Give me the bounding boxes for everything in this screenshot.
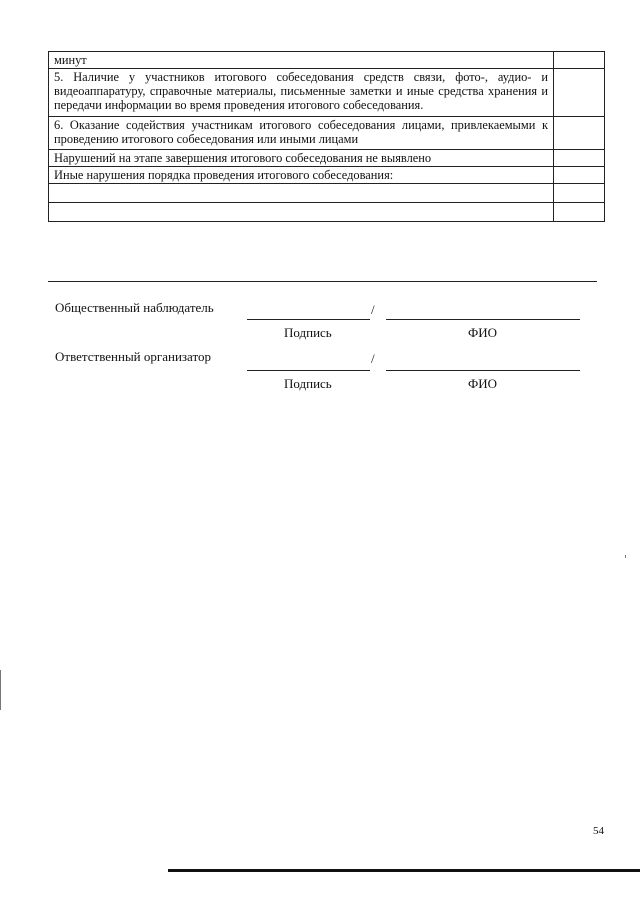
- section-divider: [48, 281, 597, 282]
- name-caption: ФИО: [468, 325, 498, 340]
- row-text: минут: [49, 52, 554, 69]
- table-row: [49, 150, 605, 167]
- table-row: [49, 203, 605, 222]
- separator-slash: /: [371, 302, 375, 317]
- violations-table: [48, 51, 605, 222]
- row-mark-cell[interactable]: [554, 52, 605, 69]
- observer-name-line[interactable]: [386, 319, 580, 320]
- observer-label: Общественный наблюдатель: [55, 300, 214, 315]
- observer-signature-line[interactable]: [247, 319, 370, 320]
- row-text: Нарушений на этапе завершения итогового собеседования не выявлено: [49, 150, 554, 167]
- page-number: 54: [593, 825, 604, 837]
- name-caption: ФИО: [468, 376, 498, 391]
- row-text: 5. Наличие у участников итогового собеседования средств связи, фото-, аудио- и видеоаппаратуру, справочные материалы, письменные заметки и иные средства хранения и передачи информации во время проведения итогового собеседования.: [49, 69, 554, 117]
- row-mark-cell[interactable]: [554, 203, 605, 222]
- row-text[interactable]: [49, 203, 554, 222]
- table-row: [49, 167, 605, 184]
- organizer-label: Ответственный организатор: [55, 349, 211, 364]
- row-text: 6. Оказание содействия участникам итогового собеседования лицами, привлекаемыми к проведению итогового собеседования или иными лицами: [49, 117, 554, 150]
- scan-mark: [0, 670, 1, 710]
- organizer-signature-line[interactable]: [247, 370, 370, 371]
- row-text[interactable]: [49, 184, 554, 203]
- separator-slash: /: [371, 351, 375, 366]
- organizer-name-line[interactable]: [386, 370, 580, 371]
- row-mark-cell[interactable]: [554, 150, 605, 167]
- row-mark-cell[interactable]: [554, 117, 605, 150]
- scan-mark: [625, 555, 626, 558]
- table-row: [49, 117, 605, 150]
- row-mark-cell[interactable]: [554, 184, 605, 203]
- signature-caption: Подпись: [284, 376, 332, 391]
- row-text: Иные нарушения порядка проведения итогового собеседования:: [49, 167, 554, 184]
- signature-caption: Подпись: [284, 325, 332, 340]
- bottom-scan-edge: [168, 869, 640, 872]
- table-row: [49, 184, 605, 203]
- row-mark-cell[interactable]: [554, 69, 605, 117]
- table-row: [49, 52, 605, 69]
- row-mark-cell[interactable]: [554, 167, 605, 184]
- table-row: [49, 69, 605, 117]
